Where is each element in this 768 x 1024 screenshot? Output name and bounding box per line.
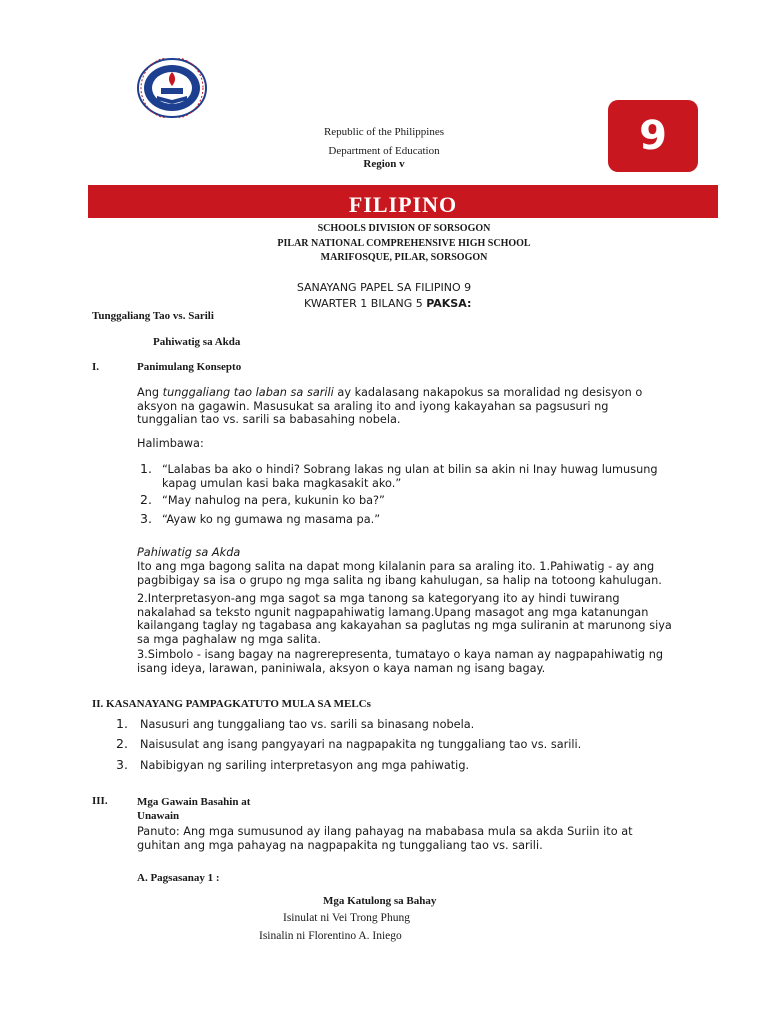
- example-label: Halimbawa:: [137, 437, 204, 450]
- definition-para-3: [137, 648, 697, 675]
- melc-num-1: 1.: [116, 716, 128, 731]
- worksheet-title: SANAYANG PAPEL SA FILIPINO 9: [296, 281, 472, 294]
- story-translator: Isinalin ni Florentino A. Iniego: [259, 930, 402, 942]
- subtopic-title: Pahiwatig sa Akda: [153, 336, 241, 348]
- section1-roman: I.: [92, 361, 100, 373]
- example-1-line1: “Lalabas ba ako o hindi? Sobrang lakas ng ulan at bilin sa akin ni Inay huwag lumusung: [162, 463, 658, 476]
- example-2: “May nahulog na pera, kukunin ko ba?”: [162, 494, 385, 507]
- melc-item-2: Naisusulat ang isang pangyayari na nagpapakita ng tunggaliang tao vs. sarili.: [140, 738, 582, 751]
- definition-para-1: [137, 560, 697, 587]
- topic-title: Tunggaliang Tao vs. Sarili: [92, 310, 214, 322]
- para3-line: isang ideya, larawan, paniniwala, aksyon o kaya naman ng isang bagay.: [137, 661, 546, 675]
- section1-intro: [137, 386, 697, 427]
- example-num-1: 1.: [140, 461, 152, 476]
- region-line: Region v: [363, 158, 405, 170]
- intro-start: Ang: [137, 386, 163, 399]
- subject-title: FILIPINO: [348, 192, 458, 217]
- intro-line3: tunggalian tao vs. sarili sa babasahing nobela.: [137, 413, 401, 426]
- para2-line: kailangang taglay ng tagabasa ang kakayahan sa paglutas ng mga suliranin at marunong siya: [137, 619, 672, 632]
- definition-para-2: [137, 592, 697, 646]
- para1-line: pagbibigay sa isa o grupo ng mga salita ng ibang kahulugan, sa halip na totoong kahulugan.: [137, 573, 662, 587]
- example-1-line2: kapag umulan kasi baka magkasakit ako.”: [162, 476, 402, 490]
- department-line: Department of Education: [328, 145, 440, 157]
- instructions-line: Panuto: Ang mga sumusunod ay ilang pahayag na mababasa mula sa akda Suriin ito at: [137, 825, 633, 838]
- melc-item-3: Nabibigyan ng sariling interpretasyon ang mga pahiwatig.: [140, 759, 470, 772]
- instructions-line: guhitan ang mga pahayag na nagpapakita ng tunggaliang tao vs. sarili.: [137, 838, 543, 852]
- story-author: Isinulat ni Vei Trong Phung: [283, 912, 410, 924]
- para3-line: 3.Simbolo - isang bagay na nagrerepresenta, tumatayo o kaya naman ay nagpapahiwatig ng: [137, 648, 664, 661]
- example-3: “Ayaw ko ng gumawa ng masama pa.”: [162, 513, 381, 526]
- intro-rest: ay kadalasang nakapokus sa moralidad ng desisyon o: [333, 386, 643, 399]
- section1-title: Panimulang Konsepto: [137, 361, 242, 373]
- melc-item-1: Nasusuri ang tunggaliang tao vs. sarili sa binasang nobela.: [140, 718, 475, 731]
- quarter-text: KWARTER 1 BILANG 5: [304, 297, 427, 310]
- section3-title-line2: Unawain: [137, 810, 180, 822]
- deped-seal-logo: [137, 58, 207, 118]
- school-line: PILAR NATIONAL COMPREHENSIVE HIGH SCHOOL: [277, 238, 531, 249]
- section2-title: II. KASANAYANG PAMPAGKATUTO MULA SA MELCs: [92, 698, 371, 710]
- republic-line: Republic of the Philippines: [323, 126, 445, 138]
- intro-italic: tunggaliang tao laban sa sarili: [162, 386, 334, 399]
- grade-badge: 9: [608, 100, 698, 172]
- quarter-line: [304, 297, 471, 310]
- section3-title: [137, 795, 250, 823]
- address-line: MARIFOSQUE, PILAR, SORSOGON: [320, 252, 488, 263]
- story-title: Mga Katulong sa Bahay: [323, 895, 437, 907]
- section3-title-line1: Mga Gawain Basahin at: [137, 796, 251, 808]
- example-1: [162, 463, 702, 490]
- para2-line: 2.Interpretasyon-ang mga sagot sa mga tanong sa kategoryang ito ay hindi tuwirang: [137, 592, 620, 605]
- division-line: SCHOOLS DIVISION OF SORSOGON: [317, 223, 491, 234]
- example-num-2: 2.: [140, 492, 152, 507]
- para2-line: sa mga paghalaw ng mga salita.: [137, 632, 321, 646]
- instructions: [137, 825, 697, 852]
- melc-num-2: 2.: [116, 736, 128, 751]
- melc-num-3: 3.: [116, 757, 128, 772]
- intro-line2: aksyon na gagawin. Masusukat sa araling ito and iyong kakayahan sa pagsusuri ng: [137, 399, 609, 413]
- pahiwatig-heading: Pahiwatig sa Akda: [137, 546, 241, 559]
- section3-roman: III.: [92, 795, 108, 807]
- para1-line: Ito ang mga bagong salita na dapat mong kilalanin para sa araling ito. 1.Pahiwatig - ay ang: [137, 560, 655, 573]
- exercise-label: A. Pagsasanay 1 :: [137, 872, 220, 884]
- example-num-3: 3.: [140, 511, 152, 526]
- topic-label: PAKSA:: [426, 297, 472, 310]
- para2-line: nakalahad sa teksto ngunit nagpapahiwatig lamang.Upang masagot ang mga katanungan: [137, 605, 649, 619]
